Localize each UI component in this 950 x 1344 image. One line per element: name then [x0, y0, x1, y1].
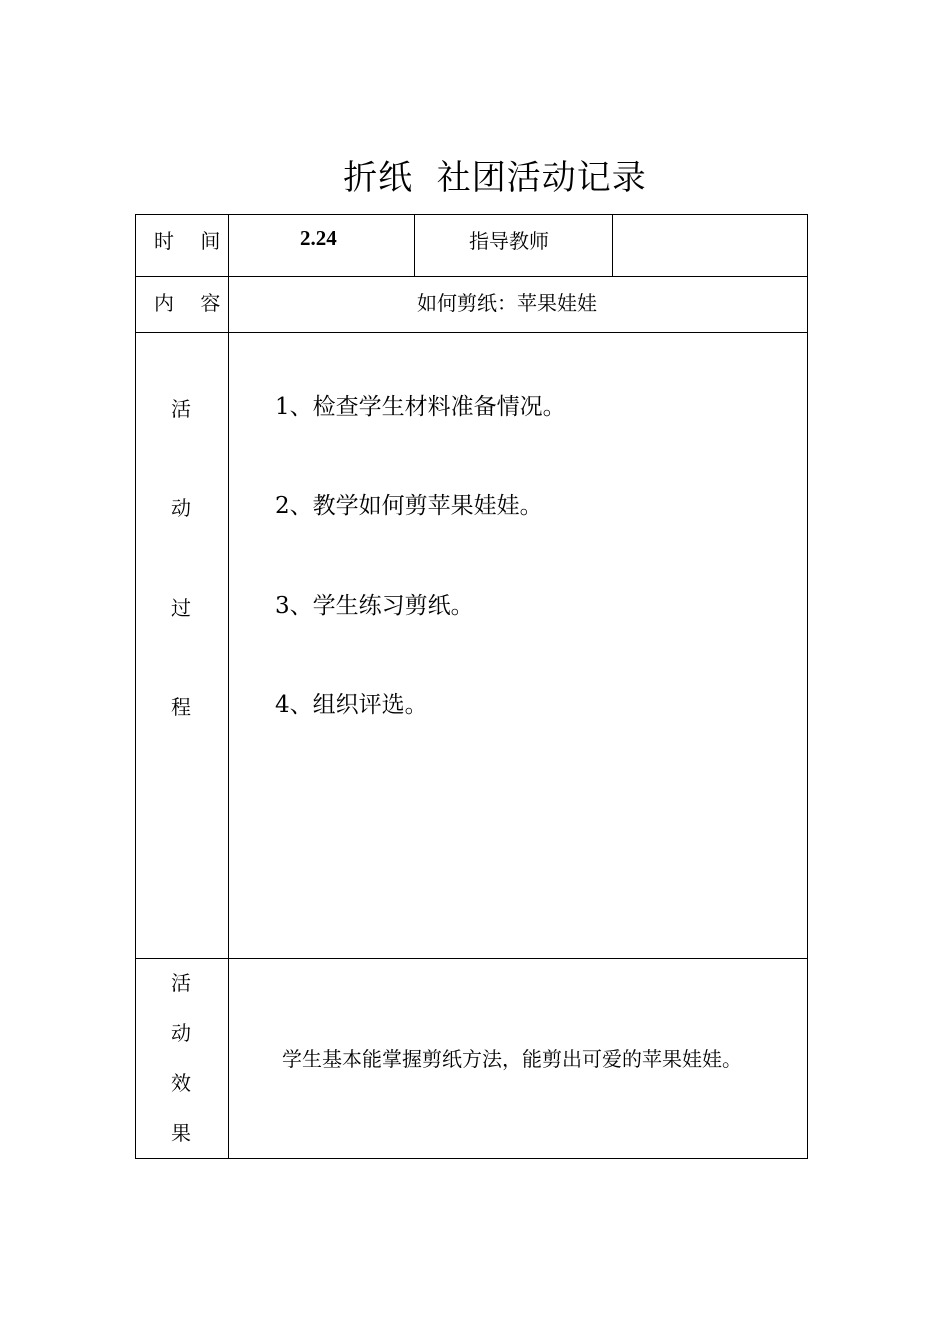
- time-label: 时 间: [154, 229, 231, 253]
- process-label-char: 动: [171, 496, 191, 520]
- effect-value: 学生基本能掌握剪纸方法，能剪出可爱的苹果娃娃。: [282, 1047, 742, 1071]
- process-step: 3、学生练习剪纸。: [275, 593, 474, 619]
- activity-record-table: [135, 214, 808, 1159]
- process-label-char: 程: [171, 695, 191, 719]
- process-step: 1、检查学生材料准备情况。: [275, 394, 566, 420]
- effect-label-char: 活: [171, 971, 191, 995]
- process-step: 4、组织评选。: [275, 692, 428, 718]
- teacher-label: 指导教师: [469, 229, 549, 253]
- row-divider: [136, 958, 807, 959]
- column-divider: [228, 215, 229, 1158]
- column-divider: [414, 215, 415, 276]
- effect-label-char: 动: [171, 1021, 191, 1045]
- effect-label-char: 效: [171, 1071, 191, 1095]
- content-value: 如何剪纸：苹果娃娃: [417, 291, 597, 315]
- process-label-char: 活: [171, 397, 191, 421]
- effect-label-char: 果: [171, 1121, 191, 1145]
- process-step: 2、教学如何剪苹果娃娃。: [275, 493, 543, 519]
- row-divider: [136, 332, 807, 333]
- process-label-char: 过: [171, 596, 191, 620]
- content-label: 内 容: [154, 291, 231, 315]
- page-title: 折纸 社团活动记录: [343, 158, 647, 198]
- row-divider: [136, 276, 807, 277]
- date-value: 2.24: [300, 226, 337, 250]
- column-divider: [612, 215, 613, 276]
